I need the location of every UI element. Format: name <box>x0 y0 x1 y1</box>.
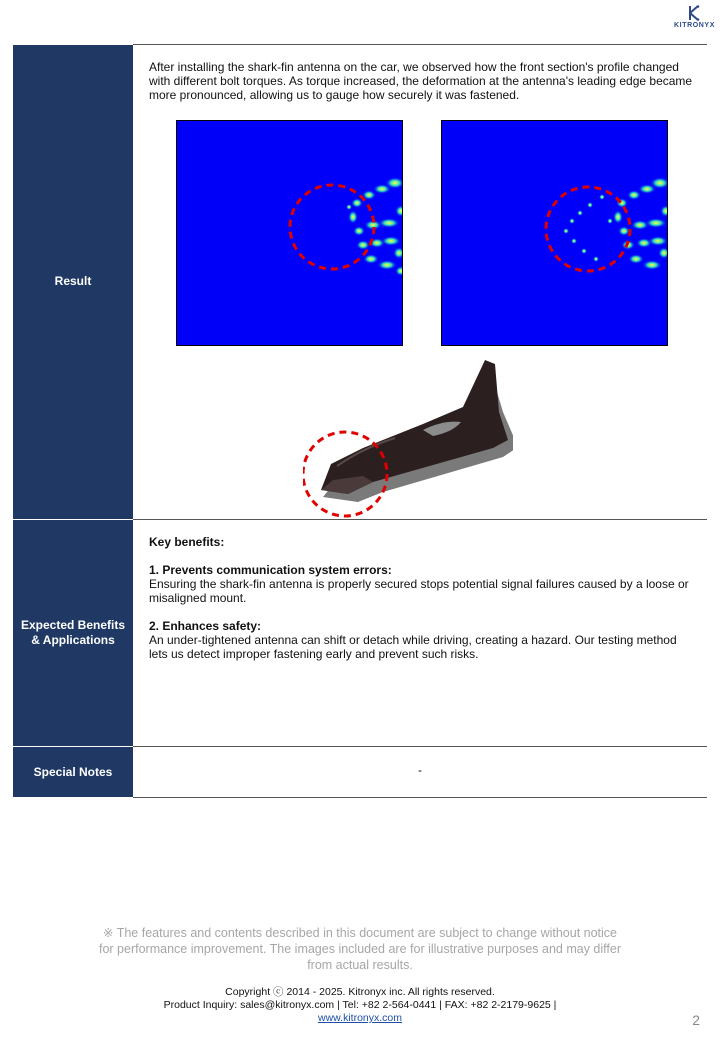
benefit-1-text: Ensuring the shark-fin antenna is properly secured stops potential signal failures caused by a loose or misaligned mount. <box>149 577 689 605</box>
benefit-1-heading: 1. Prevents communication system errors: <box>149 563 392 577</box>
shark-fin-antenna-image <box>303 352 513 522</box>
benefit-2-heading: 2. Enhances safety: <box>149 619 262 633</box>
result-content <box>133 45 707 520</box>
benefits-content <box>133 520 707 747</box>
footer-inquiry: Product Inquiry: sales@kitronyx.com | Tel: +82 2-564-0441 | FAX: +82 2-2179-9625 | <box>163 999 557 1011</box>
spec-table <box>13 44 707 798</box>
benefits-title: Key benefits: <box>149 535 225 549</box>
disclaimer <box>0 925 720 973</box>
page-number: 2 <box>692 1012 700 1028</box>
result-row <box>13 45 707 520</box>
kitronyx-logo-icon <box>686 5 702 21</box>
notes-row <box>13 747 707 798</box>
notes-content <box>133 747 707 798</box>
result-label: Result <box>13 45 133 520</box>
disclaimer-text: ※ The features and contents described in this document are subject to change without notice for performance improvement. The images included are for illustrative purposes and may differ from actual results. <box>98 926 621 972</box>
kitronyx-logo <box>674 5 714 29</box>
notes-label: Special Notes <box>13 747 133 798</box>
result-figures <box>133 102 707 482</box>
pressure-heatmap-low-torque <box>176 120 403 346</box>
notes-value: - <box>418 763 422 777</box>
result-description: After installing the shark-fin antenna on the car, we observed how the front section's profile changed with different bolt torques. As torque increased, the deformation at the antenna's leading edge became more pronounced, allowing us to gauge how securely it was fastened. <box>149 60 693 102</box>
benefits-row <box>13 520 707 747</box>
website-link[interactable]: www.kitronyx.com <box>317 1012 402 1024</box>
benefit-2-text: An under-tightened antenna can shift or detach while driving, creating a hazard. Our testing method lets us detect improper fastening early and prevent such risks. <box>149 633 677 661</box>
footer-copyright: Copyright ⓒ 2014 - 2025. Kitronyx inc. All rights reserved. <box>225 986 495 998</box>
footer <box>0 986 720 1025</box>
pressure-heatmap-high-torque <box>441 120 668 346</box>
logo-text: KITRONYX <box>674 22 715 29</box>
benefits-label: Expected Benefits & Applications <box>13 520 133 747</box>
